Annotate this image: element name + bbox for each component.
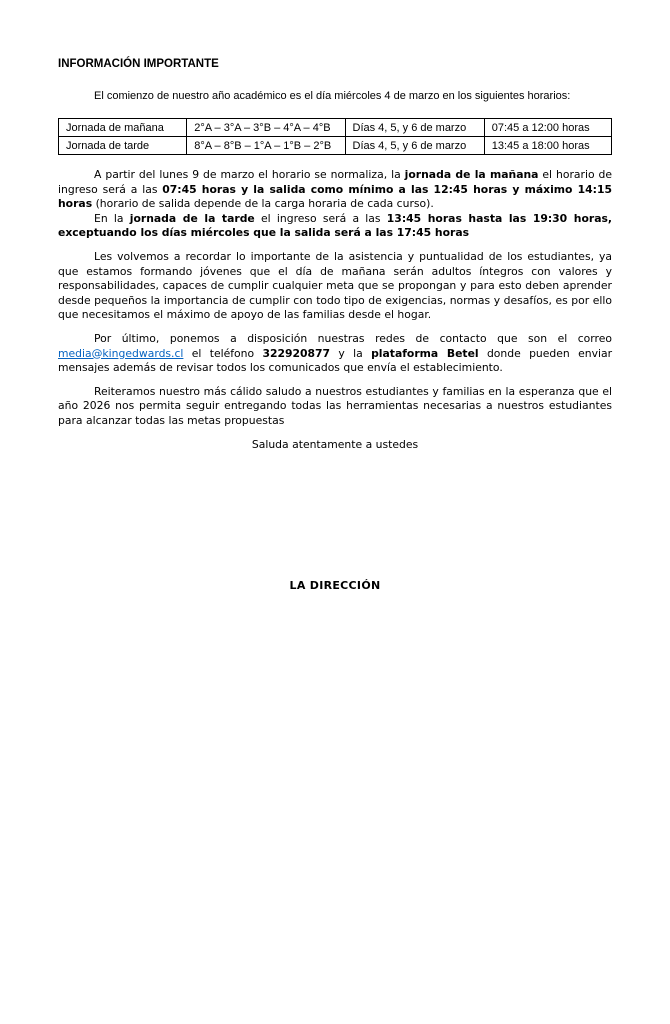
attendance-paragraph: Les volvemos a recordar lo importante de la asistencia y puntualidad de los estudiantes, ya que estamos formando jóvenes que el día de mañana serán adultos íntegros con valores y responsabilidades, capaces de cumplir cualquier meta que se propongan y para esto deben aprender desde pequeños la importancia de cumplir con todo tipo de exigencias, normas y desafíos, es por ello que necesitamos el máximo de apoyo de las familias desde el hogar. — [58, 249, 612, 322]
text-run: donde pueden enviar mensajes además de revisar todos los comunicados que envía el establecimiento. — [58, 346, 613, 375]
cell-grades: 8°A – 8°B – 1°A – 1°B – 2°B — [187, 137, 345, 155]
cell-grades: 2°A – 3°A – 3°B – 4°A – 4°B — [187, 119, 345, 137]
cell-days: Días 4, 5, y 6 de marzo — [345, 137, 484, 155]
bold-run: plataforma Betel — [371, 346, 479, 360]
cell-hours: 07:45 a 12:00 horas — [484, 119, 611, 137]
contact-paragraph — [58, 332, 612, 376]
table-row-afternoon — [59, 137, 612, 155]
phone-number: 322920877 — [262, 346, 331, 360]
text-run: el horario de ingreso será a las — [58, 168, 613, 196]
bold-run: 07:45 horas y la salida como mínimo a las 12:45 horas y máximo 14:15 horas — [58, 182, 612, 211]
table-row-morning — [59, 119, 612, 137]
cell-hours: 13:45 a 18:00 horas — [484, 137, 611, 155]
schedule-table — [58, 118, 612, 155]
text-run: (horario de salida depende de la carga horaria de cada curso). — [92, 197, 434, 211]
text-run: A partir del lunes 9 de marzo el horario se normaliza, la — [94, 168, 405, 181]
farewell-paragraph: Reiteramos nuestro más cálido saludo a nuestros estudiantes y familias en la esperanza que el año 2026 nos permita seguir entregando todas las herramientas necesarias a nuestros estudiantes para alcanzar todas las metas propuestas — [58, 384, 612, 427]
bold-run: 13:45 horas hasta las 19:30 horas, exceptuando los días miércoles que la salida será a las 17:45 horas — [58, 211, 613, 240]
intro-paragraph: El comienzo de nuestro año académico es el día miércoles 4 de marzo en los siguientes horarios: — [94, 90, 571, 102]
cell-days: Días 4, 5, y 6 de marzo — [345, 119, 484, 137]
text-run: En la — [94, 211, 130, 225]
signature-line: LA DIRECCIÓN — [289, 579, 381, 593]
morning-schedule-paragraph — [58, 168, 612, 212]
cell-shift-name: Jornada de mañana — [59, 119, 187, 137]
afternoon-schedule-paragraph — [58, 212, 612, 241]
text-run: Por último, ponemos a disposición nuestras redes de contacto que son el correo — [94, 331, 612, 345]
text-run: el ingreso será a las — [254, 211, 387, 225]
email-link[interactable]: media@kingedwards.cl — [58, 346, 184, 360]
cell-shift-name: Jornada de tarde — [59, 137, 187, 155]
bold-run: jornada de la mañana — [404, 168, 539, 181]
closing-line: Saluda atentamente a ustedes — [251, 437, 419, 451]
text-run: el teléfono — [183, 346, 263, 360]
text-run: y la — [330, 346, 372, 360]
bold-run: jornada de la tarde — [129, 211, 255, 225]
page-title: INFORMACIÓN IMPORTANTE — [58, 58, 219, 70]
